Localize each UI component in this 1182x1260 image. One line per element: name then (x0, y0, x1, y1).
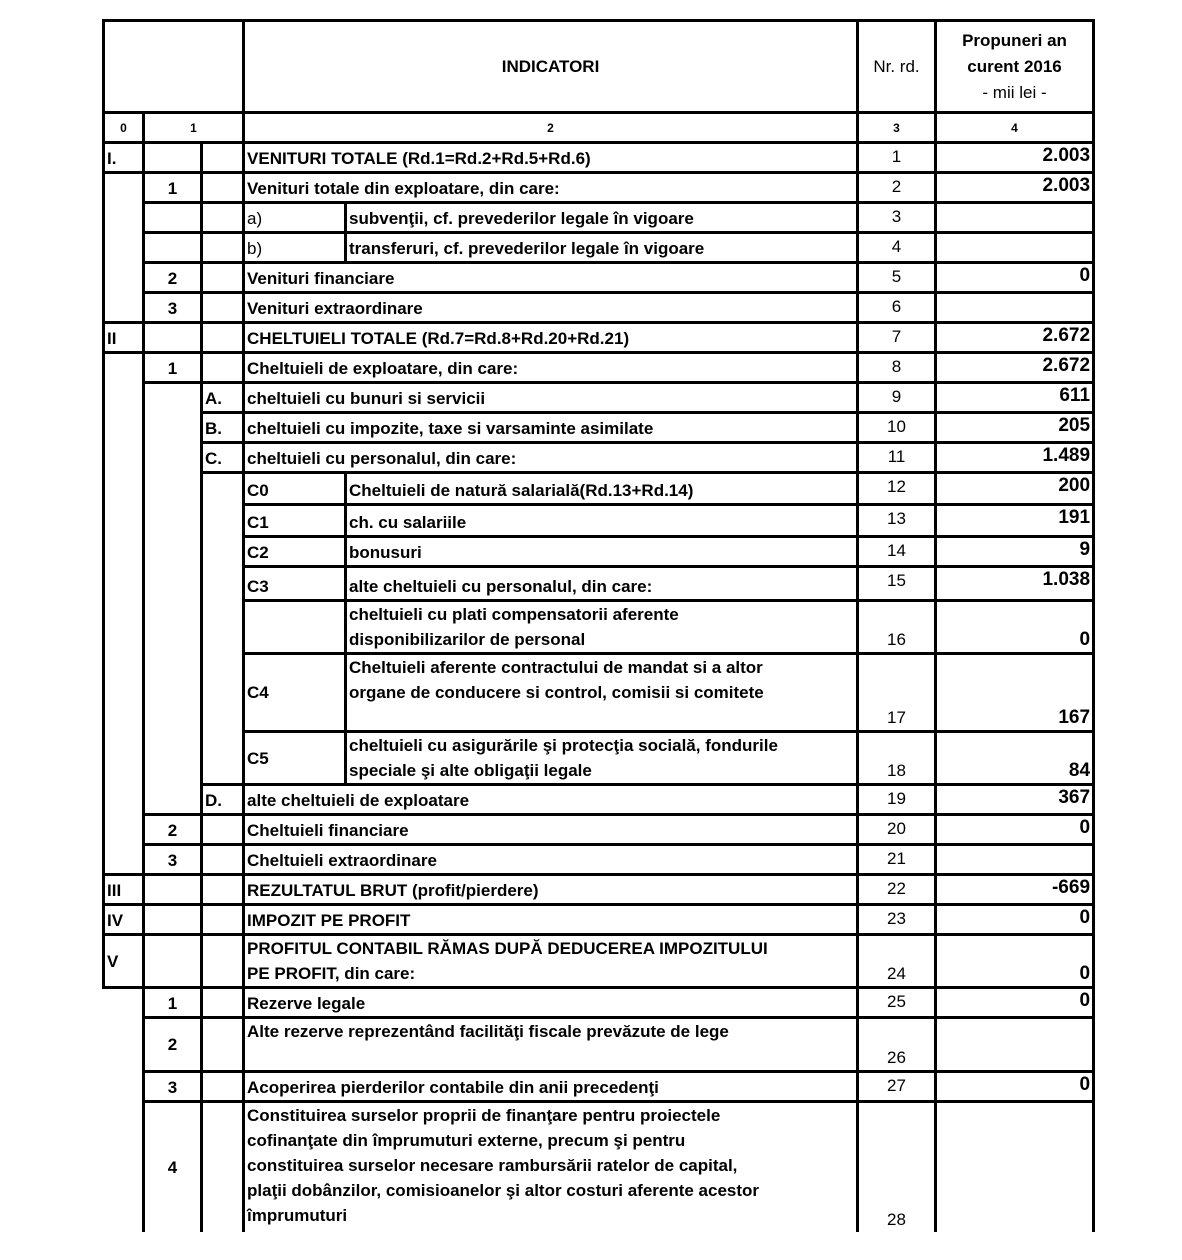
row-num: 2 (144, 815, 202, 845)
row-label: alte cheltuieli cu personalul, din care: (346, 567, 858, 601)
row-num: 1 (144, 988, 202, 1018)
row-label-line4: plaţii dobânzilor, comisioanelor şi altor costuri aferente acestor (247, 1181, 760, 1200)
row-nr: 27 (858, 1072, 936, 1102)
row-letter: B. (202, 413, 244, 443)
row-num: 3 (144, 845, 202, 875)
table-row (104, 293, 1094, 323)
header-propuneri-line1: Propuneri an (962, 30, 1067, 50)
table-row (104, 383, 1094, 413)
row-code (244, 601, 346, 654)
row-label-line2: organe de conducere si control, comisii si comitete (349, 683, 764, 702)
table-row (104, 845, 1094, 875)
row-label: VENITURI TOTALE (Rd.1=Rd.2+Rd.5+Rd.6) (244, 143, 858, 173)
row-nr: 6 (858, 293, 936, 323)
row-value: 0 (936, 905, 1094, 935)
row-nr: 25 (858, 988, 936, 1018)
index-col-3: 3 (858, 113, 936, 143)
row-num: 4 (144, 1102, 202, 1232)
row-nr: 8 (858, 353, 936, 383)
row-nr: 10 (858, 413, 936, 443)
row-value (936, 845, 1094, 875)
row-code: a) (244, 203, 346, 233)
row-nr: 22 (858, 875, 936, 905)
row-value: 0 (936, 601, 1094, 654)
row-nr: 5 (858, 263, 936, 293)
row-label: Cheltuieli de natură salarială(Rd.13+Rd.14) (346, 473, 858, 505)
row-nr: 26 (858, 1018, 936, 1072)
row-code: b) (244, 233, 346, 263)
row-nr: 16 (858, 601, 936, 654)
row-value: 0 (936, 815, 1094, 845)
row-label (346, 654, 858, 732)
table-row (104, 173, 1094, 203)
row-label: ch. cu salariile (346, 505, 858, 537)
row-value: 2.672 (936, 353, 1094, 383)
row-label: Acoperirea pierderilor contabile din anii precedenţi (244, 1072, 858, 1102)
table-row (104, 203, 1094, 233)
table-row (104, 654, 1094, 732)
row-label-line1: Constituirea surselor proprii de finanţare pentru proiectele (247, 1106, 721, 1125)
row-label: alte cheltuieli de exploatare (244, 785, 858, 815)
row-value: 167 (936, 654, 1094, 732)
row-nr: 17 (858, 654, 936, 732)
row-label: Venituri totale din exploatare, din care: (244, 173, 858, 203)
row-label: Cheltuieli financiare (244, 815, 858, 845)
table-row (104, 233, 1094, 263)
indicators-grid (102, 19, 1095, 1232)
table-row (104, 1102, 1094, 1232)
header-nr-rd: Nr. rd. (858, 21, 936, 113)
row-value: 84 (936, 732, 1094, 785)
row-value: 0 (936, 988, 1094, 1018)
row-nr: 28 (858, 1102, 936, 1232)
row-label: IMPOZIT PE PROFIT (244, 905, 858, 935)
row-label-line1: cheltuieli cu plati compensatorii aferente (349, 605, 679, 624)
row-nr: 14 (858, 537, 936, 567)
row-num: 3 (144, 1072, 202, 1102)
row-nr: 21 (858, 845, 936, 875)
row-roman: I. (104, 143, 144, 173)
row-label-line2: disponibilizarilor de personal (349, 630, 586, 649)
row-label: cheltuieli cu bunuri si servicii (244, 383, 858, 413)
row-value: 611 (936, 383, 1094, 413)
row-label: bonusuri (346, 537, 858, 567)
row-nr: 9 (858, 383, 936, 413)
row-nr: 7 (858, 323, 936, 353)
row-value: 1.038 (936, 567, 1094, 601)
row-value (936, 1102, 1094, 1232)
row-value (936, 233, 1094, 263)
header-blank-cell (104, 21, 244, 113)
financial-indicators-table (102, 19, 1092, 1232)
row-value (936, 203, 1094, 233)
row-label: REZULTATUL BRUT (profit/pierdere) (244, 875, 858, 905)
row-label (346, 601, 858, 654)
index-col-0: 0 (104, 113, 144, 143)
row-label: cheltuieli cu impozite, taxe si varsaminte asimilate (244, 413, 858, 443)
row-nr: 1 (858, 143, 936, 173)
row-nr: 20 (858, 815, 936, 845)
row-code: C5 (244, 732, 346, 785)
row-label (244, 935, 858, 988)
header-propuneri-line2: curent 2016 (967, 56, 1062, 76)
header-propuneri-unit: - mii lei - (982, 82, 1047, 102)
table-row (104, 1018, 1094, 1072)
row-value: 2.003 (936, 143, 1094, 173)
row-nr: 19 (858, 785, 936, 815)
table-row (104, 567, 1094, 601)
row-value: 0 (936, 935, 1094, 988)
row-letter: C. (202, 443, 244, 473)
row-nr: 18 (858, 732, 936, 785)
row-label: Venituri extraordinare (244, 293, 858, 323)
table-row (104, 988, 1094, 1018)
row-roman: II (104, 323, 144, 353)
index-col-4: 4 (936, 113, 1094, 143)
row-value: -669 (936, 875, 1094, 905)
row-label: subvenţii, cf. prevederilor legale în vigoare (346, 203, 858, 233)
table-row (104, 413, 1094, 443)
row-code: C3 (244, 567, 346, 601)
row-roman: III (104, 875, 144, 905)
row-code: C4 (244, 654, 346, 732)
row-label-line1: Cheltuieli aferente contractului de mandat si a altor (349, 658, 763, 677)
row-label: Alte rezerve reprezentând facilităţi fiscale prevăzute de lege (244, 1018, 858, 1072)
row-nr: 3 (858, 203, 936, 233)
table-row (104, 785, 1094, 815)
row-value: 205 (936, 413, 1094, 443)
table-row (104, 505, 1094, 537)
row-label: Venituri financiare (244, 263, 858, 293)
table-row (104, 815, 1094, 845)
row-num: 2 (144, 1018, 202, 1072)
table-row (104, 601, 1094, 654)
table-row (104, 935, 1094, 988)
row-label-line2: cofinanţate din împrumuturi externe, precum şi pentru (247, 1131, 686, 1150)
row-value (936, 1018, 1094, 1072)
row-label: CHELTUIELI TOTALE (Rd.7=Rd.8+Rd.20+Rd.21) (244, 323, 858, 353)
table-row (104, 473, 1094, 505)
row-label-line2: speciale şi alte obligaţii legale (349, 761, 592, 780)
row-num: 1 (144, 173, 202, 203)
row-value: 2.672 (936, 323, 1094, 353)
row-value: 1.489 (936, 443, 1094, 473)
row-num: 1 (144, 353, 202, 383)
table-row (104, 263, 1094, 293)
row-value: 200 (936, 473, 1094, 505)
row-value: 2.003 (936, 173, 1094, 203)
row-label: cheltuieli cu personalul, din care: (244, 443, 858, 473)
row-label-line1: PROFITUL CONTABIL RĂMAS DUPĂ DEDUCEREA IMPOZITULUI (247, 939, 768, 958)
row-label: Cheltuieli extraordinare (244, 845, 858, 875)
row-nr: 13 (858, 505, 936, 537)
row-label-line2: PE PROFIT, din care: (247, 964, 416, 983)
row-roman: V (104, 935, 144, 988)
table-row (104, 443, 1094, 473)
index-col-2: 2 (244, 113, 858, 143)
row-label-line5: împrumuturi (247, 1206, 348, 1225)
row-value: 191 (936, 505, 1094, 537)
row-nr: 2 (858, 173, 936, 203)
table-row (104, 323, 1094, 353)
row-value: 0 (936, 1072, 1094, 1102)
row-label (346, 732, 858, 785)
row-letter: D. (202, 785, 244, 815)
table-row (104, 1072, 1094, 1102)
row-nr: 15 (858, 567, 936, 601)
table-row (104, 732, 1094, 785)
row-num: 3 (144, 293, 202, 323)
row-label (244, 1102, 858, 1232)
table-row (104, 537, 1094, 567)
row-value: 0 (936, 263, 1094, 293)
index-col-1: 1 (144, 113, 244, 143)
row-nr: 24 (858, 935, 936, 988)
table-row (104, 353, 1094, 383)
row-nr: 12 (858, 473, 936, 505)
table-row (104, 143, 1094, 173)
table-row (104, 875, 1094, 905)
row-num: 2 (144, 263, 202, 293)
header-propuneri (936, 21, 1094, 113)
row-code: C2 (244, 537, 346, 567)
row-nr: 23 (858, 905, 936, 935)
row-value: 9 (936, 537, 1094, 567)
row-label-line1: cheltuieli cu asigurările şi protecţia socială, fondurile (349, 736, 778, 755)
row-value: 367 (936, 785, 1094, 815)
row-code: C0 (244, 473, 346, 505)
row-nr: 11 (858, 443, 936, 473)
row-letter: A. (202, 383, 244, 413)
row-label: Cheltuieli de exploatare, din care: (244, 353, 858, 383)
table-row (104, 905, 1094, 935)
row-label: Rezerve legale (244, 988, 858, 1018)
row-code: C1 (244, 505, 346, 537)
row-value (936, 293, 1094, 323)
row-label-line3: constituirea surselor necesare rambursării ratelor de capital, (247, 1156, 738, 1175)
row-label: transferuri, cf. prevederilor legale în vigoare (346, 233, 858, 263)
row-nr: 4 (858, 233, 936, 263)
row-roman: IV (104, 905, 144, 935)
header-indicatori: INDICATORI (244, 21, 858, 113)
